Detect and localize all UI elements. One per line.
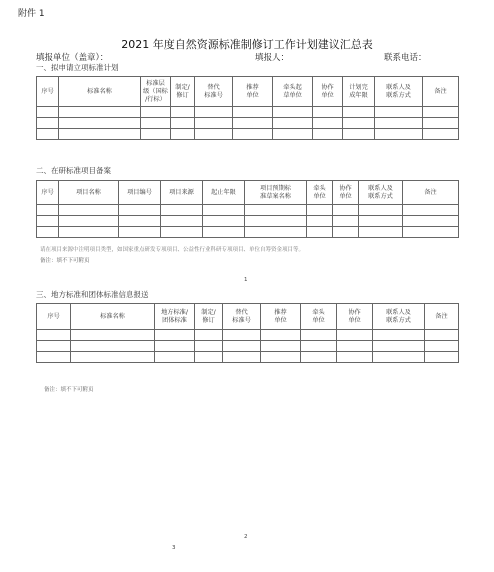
- table-row: [37, 216, 459, 227]
- section-3-heading: 三、地方标准和团体标准信息报送: [36, 290, 149, 299]
- table-cell[interactable]: [333, 216, 359, 227]
- column-header: 计划完 成年限: [343, 77, 375, 107]
- table-cell[interactable]: [141, 129, 171, 140]
- section-2-remark: 备注：填不下可附页: [40, 258, 90, 264]
- fill-unit-label: 填报单位（盖章）：: [36, 53, 109, 63]
- table-cell[interactable]: [37, 107, 59, 118]
- section-2-note: 请在项目来源中注明项目类型，如国家重点研发专项项目、公益性行业科研专项项目、单位自筹资金项目等。: [40, 247, 305, 253]
- table-cell[interactable]: [301, 341, 337, 352]
- column-header: 备注: [425, 304, 459, 330]
- table-cell[interactable]: [223, 352, 261, 363]
- table-cell[interactable]: [343, 107, 375, 118]
- table-cell[interactable]: [261, 352, 301, 363]
- table-cell[interactable]: [307, 205, 333, 216]
- attachment-label: 附件 1: [18, 9, 45, 19]
- column-header: 牵头 单位: [301, 304, 337, 330]
- table-cell[interactable]: [337, 330, 373, 341]
- column-header: 制定/ 修订: [171, 77, 195, 107]
- section-3-table: [36, 303, 459, 363]
- table-cell[interactable]: [359, 216, 403, 227]
- page-number-3: 3: [172, 545, 176, 551]
- column-header: 备注: [423, 77, 459, 107]
- table-row: [37, 107, 459, 118]
- table-cell[interactable]: [261, 330, 301, 341]
- table-cell[interactable]: [425, 352, 459, 363]
- column-header: 牵头 单位: [307, 181, 333, 205]
- table-cell[interactable]: [423, 118, 459, 129]
- table-cell[interactable]: [273, 129, 313, 140]
- page-title: 2021 年度自然资源标准制修订工作计划建议汇总表: [121, 38, 373, 51]
- table-cell[interactable]: [233, 129, 273, 140]
- table-cell[interactable]: [119, 227, 161, 238]
- table-cell[interactable]: [37, 341, 71, 352]
- table-cell[interactable]: [141, 118, 171, 129]
- table-cell[interactable]: [313, 129, 343, 140]
- table-cell[interactable]: [161, 216, 203, 227]
- table-cell[interactable]: [245, 205, 307, 216]
- column-header: 项目来源: [161, 181, 203, 205]
- column-header: 协作 单位: [313, 77, 343, 107]
- page-number-2: 2: [244, 534, 248, 540]
- table-cell[interactable]: [71, 330, 155, 341]
- table-cell[interactable]: [71, 341, 155, 352]
- table-row: [37, 118, 459, 129]
- column-header: 联系人及 联系方式: [373, 304, 425, 330]
- table-cell[interactable]: [119, 216, 161, 227]
- table-cell[interactable]: [161, 205, 203, 216]
- table-cell[interactable]: [313, 118, 343, 129]
- table-cell[interactable]: [423, 129, 459, 140]
- column-header: 标准层 级（国标 /行标）: [141, 77, 171, 107]
- table-cell[interactable]: [59, 118, 141, 129]
- table-cell[interactable]: [403, 227, 459, 238]
- table-cell[interactable]: [71, 352, 155, 363]
- table-cell[interactable]: [161, 227, 203, 238]
- table-row: [37, 129, 459, 140]
- column-header: 备注: [403, 181, 459, 205]
- table-header-row: [37, 304, 459, 330]
- table-cell[interactable]: [195, 341, 223, 352]
- table-row: [37, 205, 459, 216]
- table-cell[interactable]: [195, 118, 233, 129]
- table-header-row: [37, 181, 459, 205]
- table-cell[interactable]: [223, 341, 261, 352]
- table-cell[interactable]: [195, 352, 223, 363]
- table-cell[interactable]: [155, 352, 195, 363]
- table-row: [37, 352, 459, 363]
- table-cell[interactable]: [37, 352, 71, 363]
- table-cell[interactable]: [307, 216, 333, 227]
- column-header: 起止年限: [203, 181, 245, 205]
- section-2-heading: 二、在研标准项目备案: [36, 166, 111, 175]
- table-cell[interactable]: [195, 330, 223, 341]
- section-1-heading: 一、拟申请立项标准计划: [36, 63, 119, 72]
- section-1-table: [36, 76, 459, 140]
- column-header: 序号: [37, 304, 71, 330]
- table-cell[interactable]: [359, 227, 403, 238]
- column-header: 替代 标准号: [195, 77, 233, 107]
- table-cell[interactable]: [37, 227, 59, 238]
- table-cell[interactable]: [423, 107, 459, 118]
- table-cell[interactable]: [37, 216, 59, 227]
- table-cell[interactable]: [301, 330, 337, 341]
- column-header: 标准名称: [71, 304, 155, 330]
- table-cell[interactable]: [403, 205, 459, 216]
- table-cell[interactable]: [261, 341, 301, 352]
- column-header: 标准名称: [59, 77, 141, 107]
- table-cell[interactable]: [155, 341, 195, 352]
- table-cell[interactable]: [233, 118, 273, 129]
- table-cell[interactable]: [37, 118, 59, 129]
- column-header: 地方标准/ 团体标准: [155, 304, 195, 330]
- table-cell[interactable]: [171, 107, 195, 118]
- fill-person-label: 填报人：: [255, 53, 290, 63]
- column-header: 项目名称: [59, 181, 119, 205]
- table-cell[interactable]: [203, 216, 245, 227]
- table-cell[interactable]: [37, 205, 59, 216]
- table-cell[interactable]: [307, 227, 333, 238]
- table-cell[interactable]: [233, 107, 273, 118]
- section-3-remark: 备注：填不下可附页: [44, 387, 94, 393]
- table-cell[interactable]: [375, 118, 423, 129]
- table-cell[interactable]: [337, 352, 373, 363]
- table-cell[interactable]: [59, 107, 141, 118]
- fill-phone-label: 联系电话：: [384, 53, 427, 63]
- table-cell[interactable]: [119, 205, 161, 216]
- table-cell[interactable]: [59, 216, 119, 227]
- table-row: [37, 330, 459, 341]
- column-header: 序号: [37, 181, 59, 205]
- column-header: 推荐 单位: [261, 304, 301, 330]
- table-cell[interactable]: [273, 107, 313, 118]
- column-header: 协作 单位: [333, 181, 359, 205]
- column-header: 项目编号: [119, 181, 161, 205]
- table-cell[interactable]: [373, 341, 425, 352]
- column-header: 替代 标准号: [223, 304, 261, 330]
- table-cell[interactable]: [141, 107, 171, 118]
- table-cell[interactable]: [195, 129, 233, 140]
- table-cell[interactable]: [245, 216, 307, 227]
- table-row: [37, 227, 459, 238]
- table-cell[interactable]: [273, 118, 313, 129]
- table-header-row: [37, 77, 459, 107]
- column-header: 联系人及 联系方式: [375, 77, 423, 107]
- column-header: 牵头起 草单位: [273, 77, 313, 107]
- column-header: 制定/ 修订: [195, 304, 223, 330]
- table-cell[interactable]: [223, 330, 261, 341]
- table-cell[interactable]: [359, 205, 403, 216]
- column-header: 序号: [37, 77, 59, 107]
- table-cell[interactable]: [425, 330, 459, 341]
- table-cell[interactable]: [245, 227, 307, 238]
- table-cell[interactable]: [155, 330, 195, 341]
- column-header: 推荐 单位: [233, 77, 273, 107]
- table-cell[interactable]: [59, 129, 141, 140]
- table-cell[interactable]: [37, 129, 59, 140]
- table-cell[interactable]: [337, 341, 373, 352]
- column-header: 协作 单位: [337, 304, 373, 330]
- table-cell[interactable]: [375, 107, 423, 118]
- table-cell[interactable]: [203, 205, 245, 216]
- page-number-1: 1: [244, 277, 248, 283]
- table-cell[interactable]: [171, 129, 195, 140]
- section-2-table: [36, 180, 459, 238]
- table-cell[interactable]: [301, 352, 337, 363]
- table-cell[interactable]: [333, 205, 359, 216]
- table-cell[interactable]: [425, 341, 459, 352]
- table-cell[interactable]: [59, 227, 119, 238]
- table-cell[interactable]: [313, 107, 343, 118]
- table-cell[interactable]: [343, 129, 375, 140]
- column-header: 项目预期标 准草案名称: [245, 181, 307, 205]
- table-cell[interactable]: [403, 216, 459, 227]
- table-row: [37, 341, 459, 352]
- table-cell[interactable]: [171, 118, 195, 129]
- table-cell[interactable]: [373, 330, 425, 341]
- column-header: 联系人及 联系方式: [359, 181, 403, 205]
- table-cell[interactable]: [333, 227, 359, 238]
- table-cell[interactable]: [195, 107, 233, 118]
- table-cell[interactable]: [373, 352, 425, 363]
- table-cell[interactable]: [375, 129, 423, 140]
- table-cell[interactable]: [203, 227, 245, 238]
- table-cell[interactable]: [37, 330, 71, 341]
- table-cell[interactable]: [59, 205, 119, 216]
- table-cell[interactable]: [343, 118, 375, 129]
